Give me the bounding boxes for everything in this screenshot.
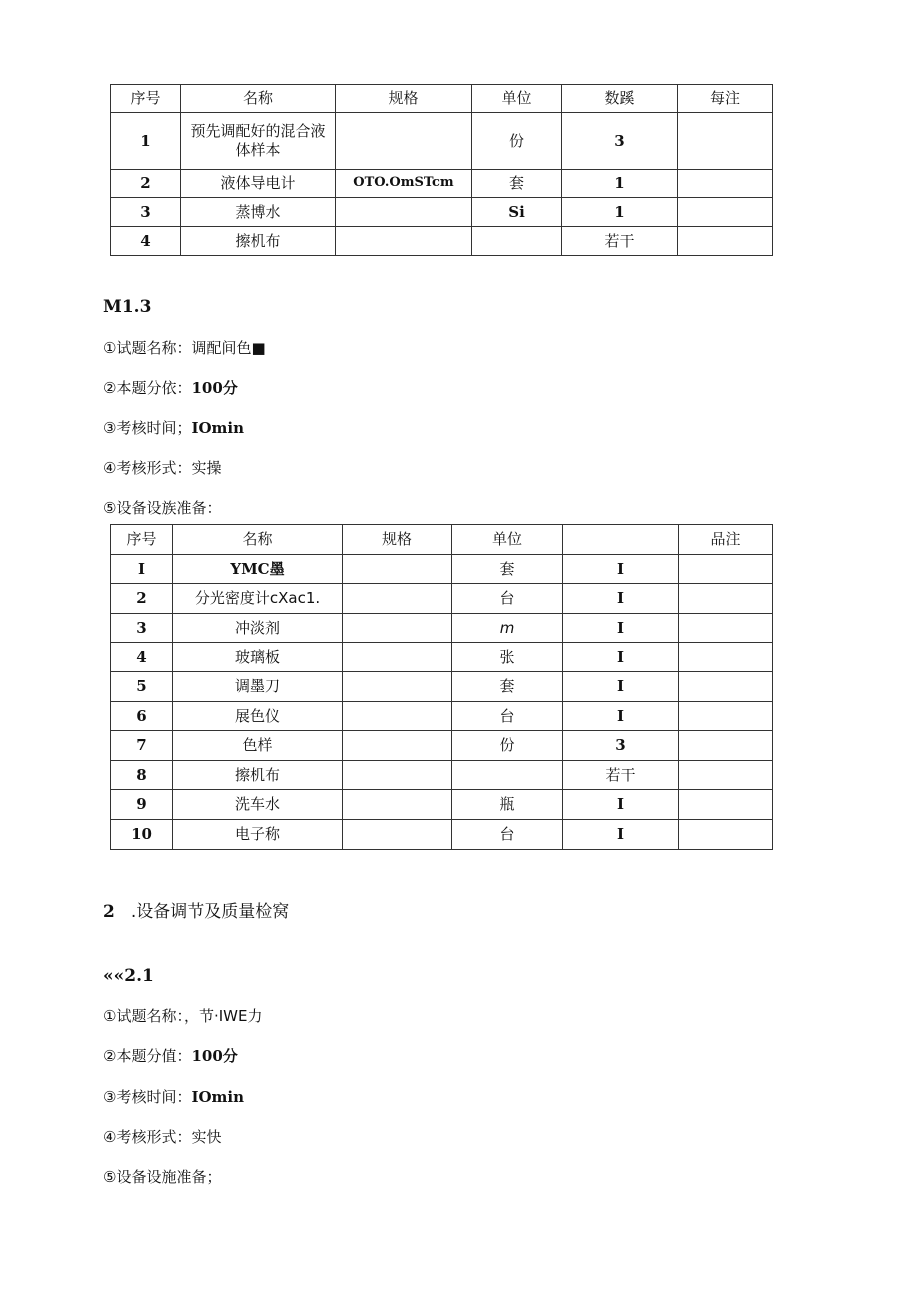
score-line (103, 1045, 238, 1066)
time-value: IOmin (191, 419, 245, 437)
item-unit (452, 761, 563, 790)
item-qty: 若干 (562, 227, 678, 256)
item-name: 擦机布 (181, 227, 336, 256)
item-name: YMC墨 (173, 555, 343, 584)
item-name: 分光密度计cXac1. (173, 584, 343, 614)
item-spec: OTO.OmSTcm (336, 170, 472, 198)
item-name: 洗车水 (173, 790, 343, 820)
table-row (111, 790, 773, 820)
header-cell: 名称 (181, 85, 336, 113)
row-number: 4 (111, 227, 181, 256)
item-qty: I (563, 555, 679, 584)
item-name: 玻璃板 (173, 643, 343, 672)
item-spec (343, 820, 452, 850)
row-number: 4 (111, 643, 173, 672)
chapter-title: .设备调节及质量检窝 (130, 902, 290, 922)
table-header-row (111, 85, 773, 113)
item-qty: I (563, 702, 679, 731)
table-row (111, 555, 773, 584)
item-spec (336, 227, 472, 256)
time-line (103, 1086, 244, 1107)
item-spec (343, 702, 452, 731)
item-note (679, 731, 773, 761)
item-note (678, 198, 773, 227)
table-row (111, 614, 773, 643)
item-unit: 套 (472, 170, 562, 198)
item-note (679, 643, 773, 672)
equipment-line: ⑤设备设施准备； (103, 1168, 222, 1186)
item-unit (472, 227, 562, 256)
table-row (111, 731, 773, 761)
item-unit: 瓶 (452, 790, 563, 820)
row-number: 8 (111, 761, 173, 790)
table-row (111, 761, 773, 790)
item-name: 蒸博水 (181, 198, 336, 227)
item-name: 冲淡剂 (173, 614, 343, 643)
row-number: 7 (111, 731, 173, 761)
item-spec (343, 643, 452, 672)
header-cell: 数蹊 (562, 85, 678, 113)
item-note (679, 820, 773, 850)
item-name-line2: 体样本 (235, 141, 281, 159)
row-number: 2 (111, 170, 181, 198)
table-row (111, 643, 773, 672)
item-unit: Si (472, 198, 562, 227)
item-note (679, 672, 773, 702)
item-qty: I (563, 790, 679, 820)
item-qty: I (563, 614, 679, 643)
item-spec (343, 614, 452, 643)
item-spec (343, 761, 452, 790)
item-spec (336, 198, 472, 227)
item-unit: 台 (452, 584, 563, 614)
row-number: 6 (111, 702, 173, 731)
item-unit: 台 (452, 702, 563, 731)
equipment-table-2 (110, 524, 773, 850)
table-row (111, 584, 773, 614)
score-line (103, 377, 238, 398)
score-value: 100分 (191, 1047, 238, 1065)
row-number: 10 (111, 820, 173, 850)
exam-title-line: ①试题名称：调配间色■ (103, 339, 266, 357)
item-qty: I (563, 584, 679, 614)
header-cell (563, 525, 679, 555)
item-name: 液体导电计 (181, 170, 336, 198)
time-line (103, 417, 244, 438)
item-name: 色样 (173, 731, 343, 761)
item-qty: 1 (562, 170, 678, 198)
item-unit: 份 (472, 113, 562, 170)
header-cell: 序号 (111, 85, 181, 113)
item-note (678, 113, 773, 170)
header-cell: 品注 (679, 525, 773, 555)
table-row (111, 672, 773, 702)
header-cell: 单位 (472, 85, 562, 113)
table-row (111, 820, 773, 850)
header-cell: 单位 (452, 525, 563, 555)
chapter-heading (103, 897, 289, 922)
item-note (679, 790, 773, 820)
item-note (679, 584, 773, 614)
score-label: ②本题分值： (103, 1047, 192, 1065)
item-spec (343, 672, 452, 702)
item-unit: m (452, 614, 563, 643)
format-line: ④考核形式：实操 (103, 459, 222, 477)
item-note (679, 702, 773, 731)
header-cell: 名称 (173, 525, 343, 555)
row-number: 1 (111, 113, 181, 170)
row-number: 2 (111, 584, 173, 614)
item-name: 调墨刀 (173, 672, 343, 702)
time-label: ③考核时间： (103, 1088, 192, 1106)
equipment-table-1 (110, 84, 773, 256)
equipment-line: ⑤设备设族准备： (103, 499, 222, 517)
item-note (679, 761, 773, 790)
time-value: IOmin (191, 1088, 245, 1106)
row-number: I (111, 555, 173, 584)
section-heading: M1.3 (103, 297, 152, 317)
item-unit: 套 (452, 672, 563, 702)
item-qty: 1 (562, 198, 678, 227)
table-row (111, 113, 773, 170)
score-value: 100分 (191, 379, 238, 397)
header-cell: 规格 (336, 85, 472, 113)
item-qty: 若干 (563, 761, 679, 790)
row-number: 9 (111, 790, 173, 820)
table-row (111, 170, 773, 198)
item-note (678, 227, 773, 256)
table-row (111, 227, 773, 256)
item-spec (343, 731, 452, 761)
item-unit: 张 (452, 643, 563, 672)
item-qty: I (563, 672, 679, 702)
header-cell: 序号 (111, 525, 173, 555)
item-spec (343, 790, 452, 820)
item-spec (343, 584, 452, 614)
header-cell: 规格 (343, 525, 452, 555)
item-qty: 3 (563, 731, 679, 761)
table-row (111, 702, 773, 731)
time-label: ③考核时间； (103, 419, 192, 437)
item-name: 擦机布 (173, 761, 343, 790)
item-note (678, 170, 773, 198)
item-qty: I (563, 643, 679, 672)
item-spec (336, 113, 472, 170)
row-number: 3 (111, 614, 173, 643)
section-heading: ««2.1 (103, 966, 154, 986)
row-number: 5 (111, 672, 173, 702)
item-unit: 套 (452, 555, 563, 584)
item-name: 展色仪 (173, 702, 343, 731)
chapter-number: 2 (103, 902, 115, 922)
item-unit: 份 (452, 731, 563, 761)
table-header-row (111, 525, 773, 555)
header-cell: 每注 (678, 85, 773, 113)
item-name-line1: 预先调配好的混合液 (190, 122, 326, 141)
item-qty: 3 (562, 113, 678, 170)
row-number: 3 (111, 198, 181, 227)
item-spec (343, 555, 452, 584)
table-row (111, 198, 773, 227)
item-qty: I (563, 820, 679, 850)
item-unit: 台 (452, 820, 563, 850)
item-name: 电子称 (173, 820, 343, 850)
item-note (679, 555, 773, 584)
score-label: ②本题分依： (103, 379, 192, 397)
exam-title-line: ①试题名称：，节·IWE力 (103, 1007, 263, 1025)
item-name (181, 113, 336, 170)
format-line: ④考核形式：实快 (103, 1128, 222, 1146)
item-note (679, 614, 773, 643)
